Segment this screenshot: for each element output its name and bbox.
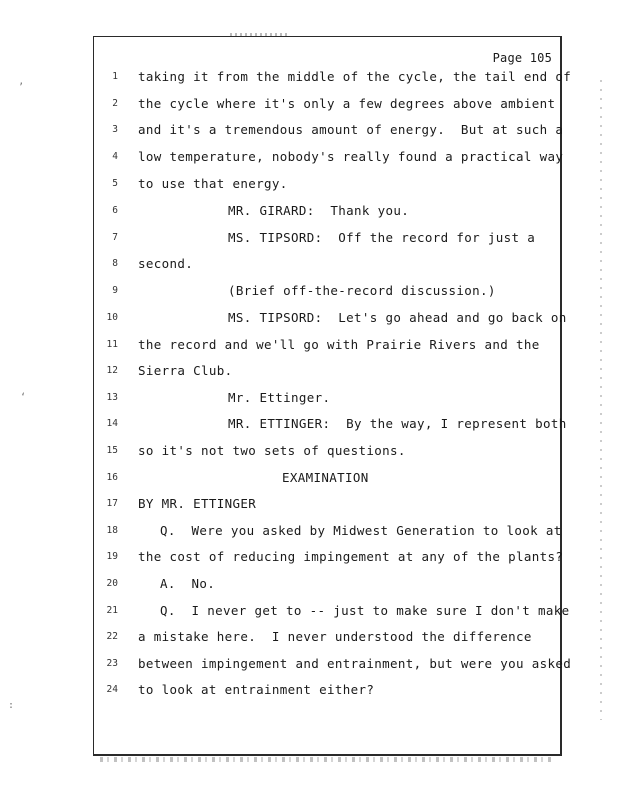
line-text: between impingement and entrainment, but were you asked: [138, 656, 572, 671]
transcript-line: [0, 655, 618, 673]
line-text: the record and we'll go with Prairie Rivers and the: [138, 337, 540, 352]
line-text: a mistake here. I never understood the difference: [138, 629, 532, 644]
line-text: A. No.: [160, 576, 216, 591]
transcript-line: [0, 202, 618, 220]
line-number: 17: [106, 498, 118, 509]
scan-artifact-top: [230, 33, 290, 36]
line-text: the cycle where it's only a few degrees above ambient: [138, 96, 556, 111]
transcript-line: [0, 681, 618, 699]
transcript-line: [0, 442, 618, 460]
line-text: MR. ETTINGER: By the way, I represent both: [228, 416, 567, 431]
transcript-line: [0, 469, 618, 487]
line-number: 12: [106, 365, 118, 376]
transcript-line: [0, 309, 618, 327]
line-text: MS. TIPSORD: Let's go ahead and go back on: [228, 310, 567, 325]
transcript-line: [0, 389, 618, 407]
transcript-line: [0, 175, 618, 193]
line-number: 3: [112, 124, 118, 135]
line-number: 20: [106, 578, 118, 589]
line-number: 6: [112, 205, 118, 216]
scan-artifact-footer: [100, 757, 552, 762]
transcript-line: [0, 522, 618, 540]
transcript-line: [0, 95, 618, 113]
line-text: low temperature, nobody's really found a practical way: [138, 149, 564, 164]
section-heading: EXAMINATION: [282, 470, 369, 485]
transcript-line: [0, 336, 618, 354]
transcript-line: [0, 362, 618, 380]
line-number: 15: [106, 445, 118, 456]
line-number: 19: [106, 551, 118, 562]
transcript-line: [0, 282, 618, 300]
line-text: Q. Were you asked by Midwest Generation to look at: [160, 523, 562, 538]
transcript-line: [0, 495, 618, 513]
transcript-line: [0, 628, 618, 646]
transcript-line: [0, 121, 618, 139]
line-number: 11: [106, 339, 118, 350]
line-text: BY MR. ETTINGER: [138, 496, 257, 511]
line-number: 24: [106, 684, 118, 695]
line-number: 16: [106, 472, 118, 483]
line-text: (Brief off-the-record discussion.): [228, 283, 496, 298]
line-text: Mr. Ettinger.: [228, 390, 331, 405]
transcript-line: [0, 148, 618, 166]
transcript-line: [0, 68, 618, 86]
transcript-line: [0, 602, 618, 620]
line-text: to look at entrainment either?: [138, 682, 375, 697]
line-number: 10: [106, 312, 118, 323]
line-text: so it's not two sets of questions.: [138, 443, 406, 458]
stray-mark: ’: [18, 82, 25, 93]
line-number: 14: [106, 418, 118, 429]
line-number: 7: [112, 232, 118, 243]
page-bottom-rule: [93, 754, 561, 756]
line-number: 4: [112, 151, 118, 162]
stray-mark: ‘: [20, 392, 27, 403]
line-text: MR. GIRARD: Thank you.: [228, 203, 410, 218]
line-text: and it's a tremendous amount of energy. But at such a: [138, 122, 564, 137]
line-number: 23: [106, 658, 118, 669]
line-text: MS. TIPSORD: Off the record for just a: [228, 230, 536, 245]
line-text: taking it from the middle of the cycle, the tail end of: [138, 69, 572, 84]
line-number: 21: [106, 605, 118, 616]
transcript-line: [0, 548, 618, 566]
stray-mark: :: [8, 700, 15, 711]
page-number: Page 105: [492, 51, 552, 65]
line-text: to use that energy.: [138, 176, 288, 191]
transcript-line: [0, 255, 618, 273]
transcript-line: [0, 575, 618, 593]
transcript-line: [0, 415, 618, 433]
line-number: 13: [106, 392, 118, 403]
line-number: 1: [112, 71, 118, 82]
line-number: 5: [112, 178, 118, 189]
line-text: Sierra Club.: [138, 363, 233, 378]
line-text: Q. I never get to -- just to make sure I don't make: [160, 603, 570, 618]
line-number: 18: [106, 525, 118, 536]
line-number: 8: [112, 258, 118, 269]
line-text: second.: [138, 256, 194, 271]
line-number: 2: [112, 98, 118, 109]
line-number: 22: [106, 631, 118, 642]
line-number: 9: [112, 285, 118, 296]
line-text: the cost of reducing impingement at any of the plants?: [138, 549, 564, 564]
transcript-line: [0, 229, 618, 247]
